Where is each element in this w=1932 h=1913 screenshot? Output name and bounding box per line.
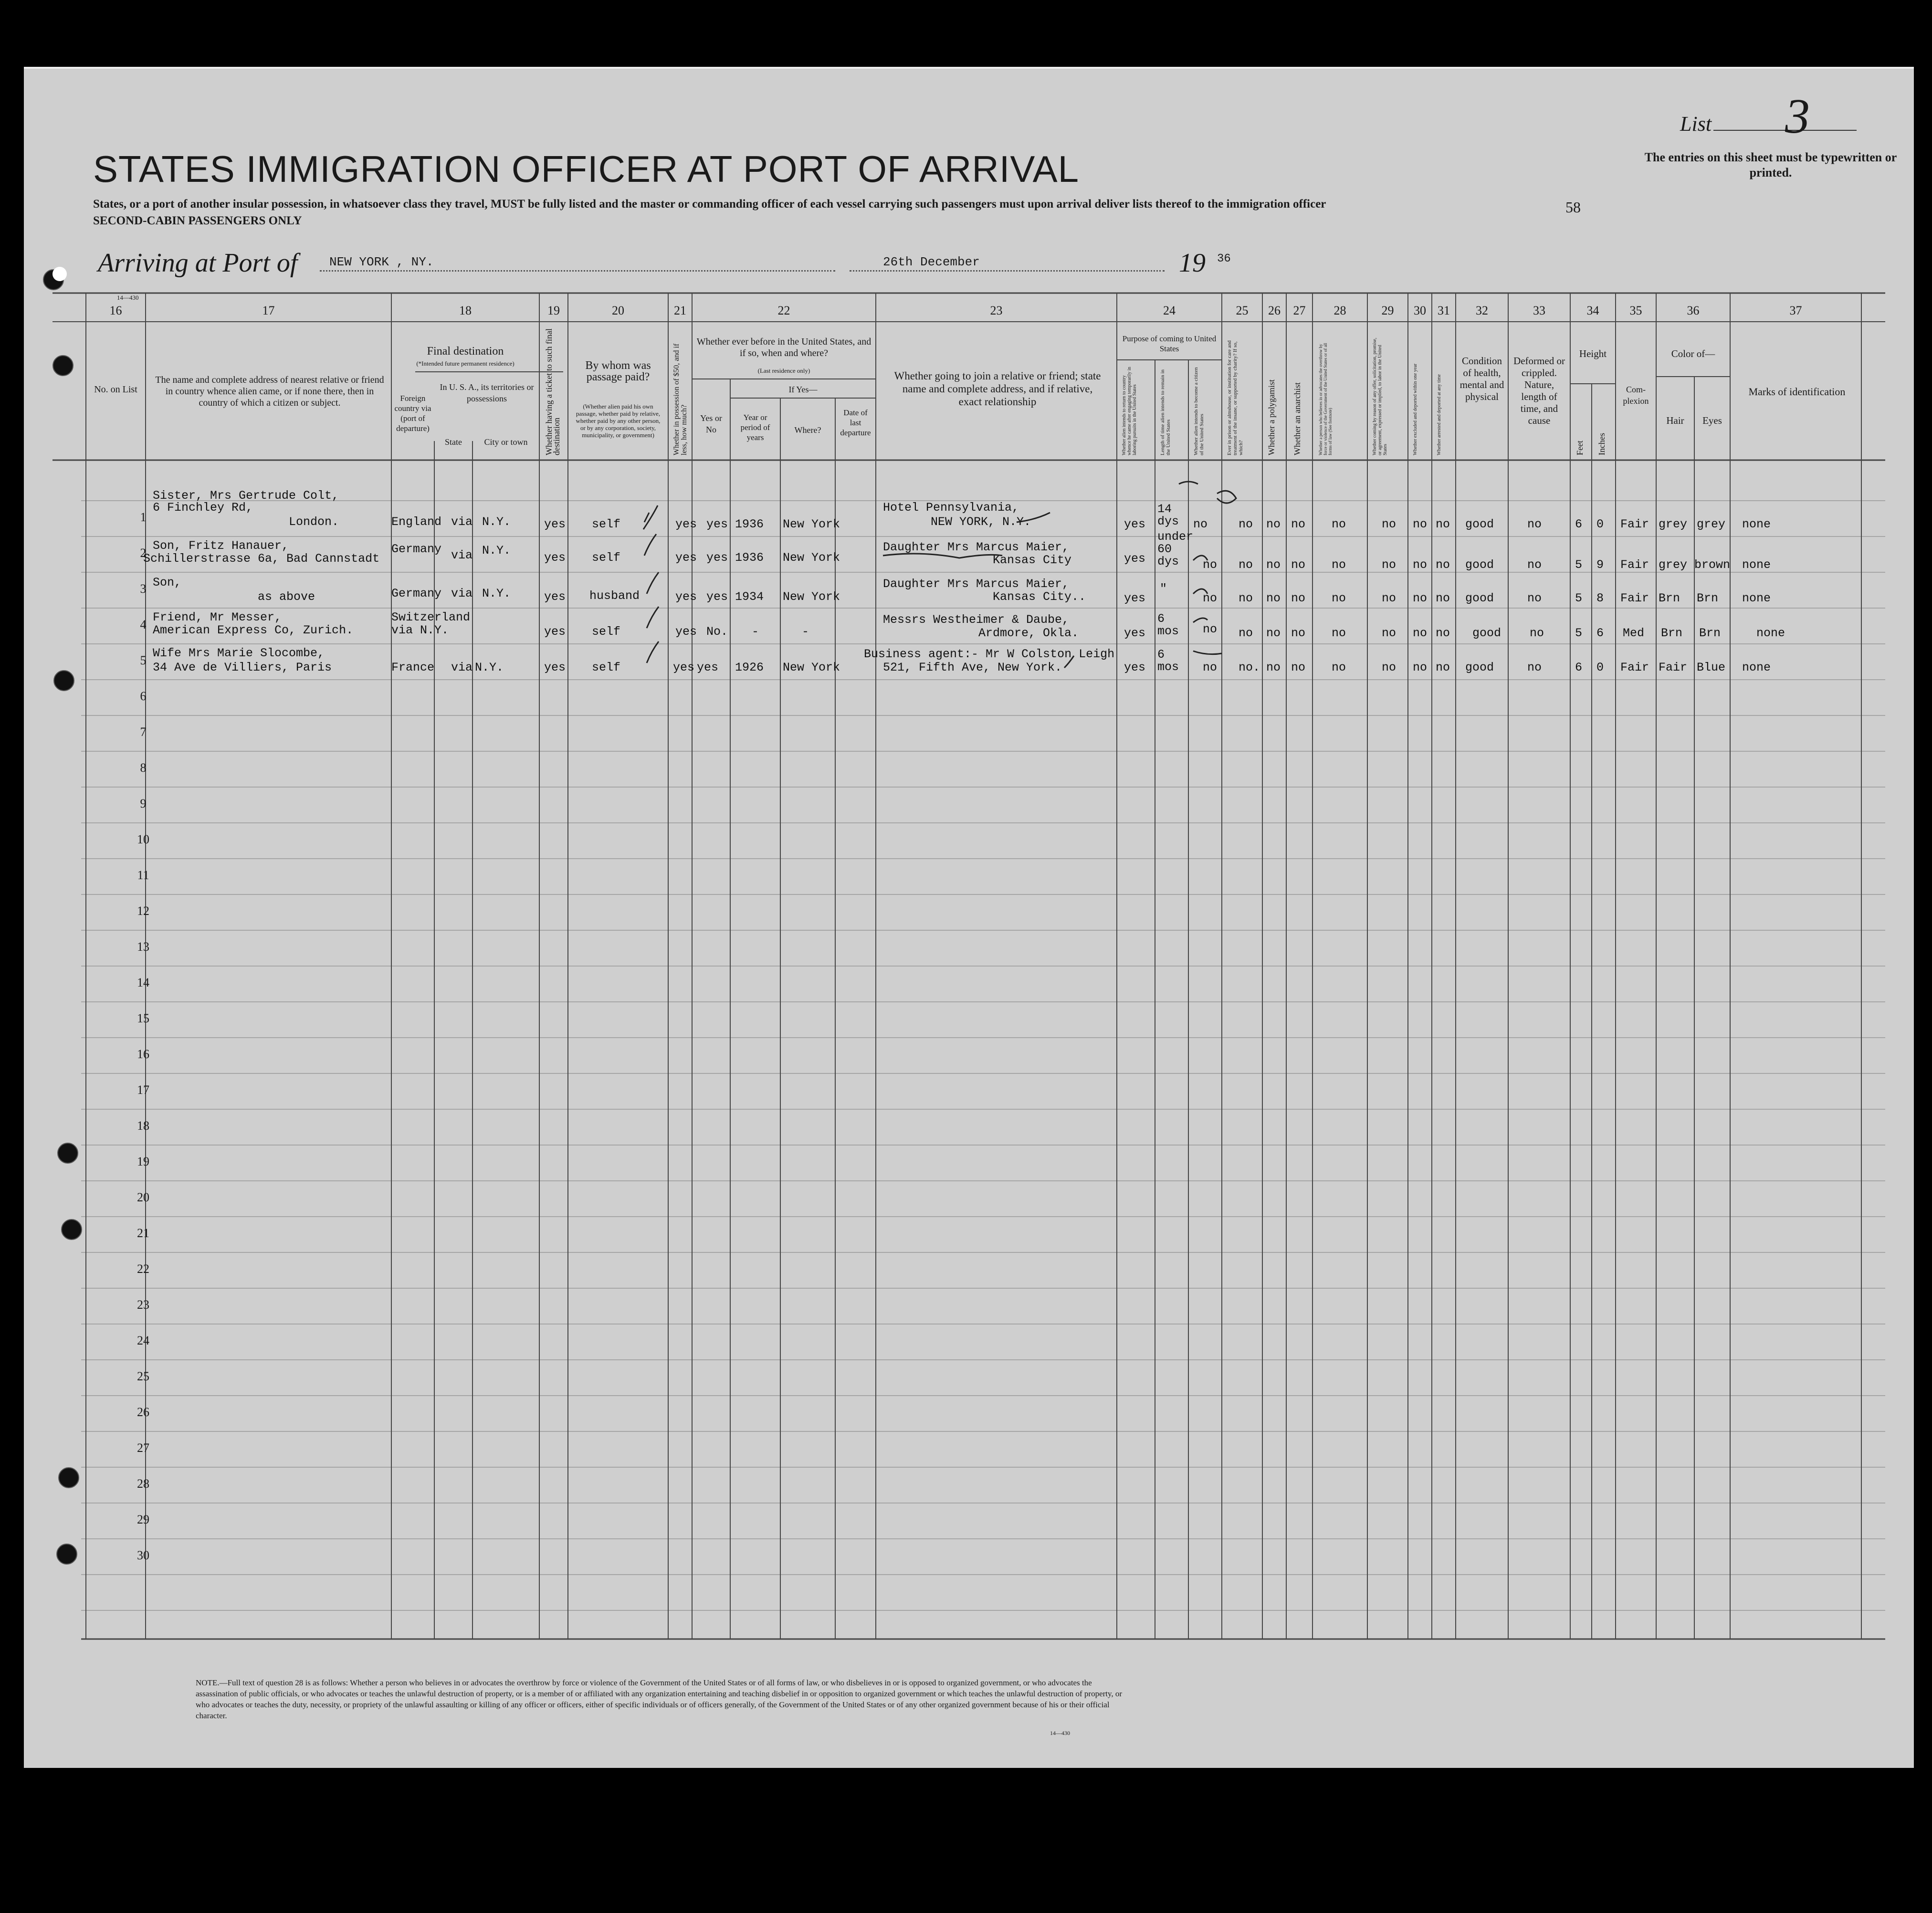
heading-state: State: [445, 437, 462, 447]
return-intent: yes: [1124, 661, 1146, 674]
ticket: yes: [544, 517, 566, 531]
return-intent: yes: [1124, 517, 1146, 531]
row-number: 29: [137, 1513, 149, 1526]
col-35-number: 35: [1629, 304, 1642, 317]
foreign-country: Germany: [391, 587, 442, 600]
paid-by: self: [592, 661, 621, 674]
q30: no: [1413, 626, 1428, 640]
length-of-stay: 6 mos: [1157, 648, 1179, 674]
row-number: 16: [137, 1047, 149, 1061]
ticket: yes: [544, 551, 566, 565]
row-number: 30: [137, 1548, 149, 1562]
polygamist: no: [1266, 661, 1281, 674]
row-number: 9: [140, 797, 147, 810]
heading-by-whom: By whom was passage paid?: [585, 359, 651, 383]
col-18-number: 18: [459, 304, 472, 317]
row-number: 22: [137, 1262, 149, 1276]
height-feet: 6: [1575, 517, 1583, 531]
state: via: [451, 548, 473, 562]
paid-by: self: [592, 551, 621, 565]
height-inches: 0: [1596, 661, 1604, 674]
q31: no: [1436, 626, 1450, 640]
where: New York: [783, 590, 840, 604]
height-inches: 6: [1596, 626, 1604, 640]
row-number: 8: [140, 761, 147, 775]
polygamist: no: [1266, 517, 1281, 531]
row-number: 12: [137, 904, 149, 918]
joining-line-1: Messrs Westheimer & Daube,: [883, 613, 1070, 627]
row-number: 6: [140, 689, 147, 703]
row-number: 24: [137, 1334, 149, 1347]
foreign-country: England: [391, 515, 442, 529]
length-of-stay: under 60 dys: [1157, 530, 1194, 568]
row-number: 14: [137, 976, 149, 989]
foreign-country-line-2: via N.Y.: [391, 623, 449, 637]
height-inches: 8: [1596, 591, 1604, 605]
col-26-number: 26: [1268, 304, 1281, 317]
relative-line-2: Schillerstrasse 6a, Bad Cannstadt: [143, 552, 380, 566]
year-prefix: 19: [1179, 248, 1206, 278]
row-number: 20: [137, 1190, 149, 1204]
height-feet: 5: [1575, 591, 1583, 605]
complexion: Med: [1623, 626, 1645, 640]
heading-27: Whether an anarchist: [1292, 382, 1302, 455]
hair-color: Brn: [1661, 626, 1683, 640]
deformed: no: [1527, 591, 1542, 605]
q31: no: [1436, 558, 1450, 572]
col-34-number: 34: [1586, 304, 1599, 317]
heading-yes-no: Yes or No: [700, 413, 722, 434]
where: New York: [783, 517, 840, 531]
q28: no: [1332, 517, 1346, 531]
relative-line-2: 34 Ave de Villiers, Paris: [153, 661, 332, 674]
complexion: Fair: [1620, 661, 1649, 674]
paid-by: self: [592, 517, 621, 531]
foreign-country: France: [391, 661, 435, 674]
row-number: 28: [137, 1477, 149, 1491]
arriving-label: Arriving at Port of: [98, 248, 298, 278]
relative-line-3: London.: [289, 515, 339, 529]
q30: no: [1413, 558, 1428, 572]
heading-29: Whether coming by reason of any offer, solicitation, promise, or agreement, expressed or implied, to labor in the United States: [1372, 337, 1388, 455]
joining-line-2: Ardmore, Okla.: [978, 626, 1079, 640]
heading-city: City or town: [484, 437, 528, 447]
heading-28: Whether a person who believes in or advocates the overthrow by force or violence of the Government of the United States or of all forms of law (See footnote): [1318, 343, 1333, 455]
where: New York: [783, 661, 840, 674]
joining-line-1: Business agent:- Mr W Colston Leigh: [864, 647, 1115, 661]
heading-by-whom-note: (Whether alien paid his own passage, whether paid by relative, whether paid by any other person, or by any corporation, society, municipality, or government): [576, 403, 661, 439]
city: N.Y.: [482, 587, 511, 600]
heading-deformed: Deformed or crippled. Nature, length of time, and cause: [1513, 355, 1565, 426]
col-17-number: 17: [262, 304, 275, 317]
where: New York: [783, 551, 840, 565]
col-22-number: 22: [777, 304, 790, 317]
sheet-number: 58: [1565, 199, 1581, 216]
eye-color: grey: [1697, 517, 1726, 531]
col-24-number: 24: [1163, 304, 1176, 317]
heading-relative: The name and complete address of nearest relative or friend in country whence alien came, or if none there, then in country of which a citizen or subject.: [155, 375, 384, 408]
joining-line-1: Daughter Mrs Marcus Maier,: [883, 577, 1070, 591]
col-36-number: 36: [1687, 304, 1700, 317]
footnote: NOTE.—Full text of question 28 is as follows: Whether a person who believes in or advocates the overthrow by force or violence of the Government of the United States or of all forms of law, or who disbelieves in or is opposed to organized government, or who advocates the assassination of public officials, or who advocates or teaches the unlawful destruction of property, or is a member of or affiliated with any organization entertaining and teaching disbelief in or opposition to organized government or which teaches the unlawful destruction of property, or who advocates or teaches the duty, necessity, or propriety of the unlawful assaulting or killing of any officer or officers, either of specific individuals or of officers generally, of the Government of the United States or of any other organized government because of his or their official character.: [196, 1678, 1123, 1720]
row-number: 1: [140, 510, 147, 524]
col-28-number: 28: [1334, 304, 1346, 317]
hair-color: grey: [1659, 517, 1688, 531]
heading-date-departure: Date of last departure: [840, 408, 871, 437]
heading-24b: Length of time alien intends to remain in the United States: [1160, 369, 1171, 455]
relative-line-2: American Express Co, Zurich.: [153, 623, 354, 637]
possession: yes: [675, 517, 697, 531]
year: 1936: [735, 551, 764, 565]
possession: yes: [675, 551, 697, 565]
row-number: 13: [137, 940, 149, 954]
possession: yes: [673, 661, 695, 674]
q30: no: [1413, 661, 1428, 674]
ticket: yes: [544, 590, 566, 604]
citizen-intent: no: [1193, 517, 1208, 531]
anarchist: no: [1291, 517, 1306, 531]
page-title: STATES IMMIGRATION OFFICER AT PORT OF ARRIVAL: [93, 148, 1080, 190]
relative-line-1: Wife Mrs Marie Slocombe,: [153, 646, 325, 660]
heading-foreign-country: Foreign country via (port of departure): [394, 394, 431, 433]
q28: no: [1332, 661, 1346, 674]
heading-before-us: Whether ever before in the United States, and if so, when and where?: [696, 336, 872, 358]
year-suffix: 36: [1217, 252, 1231, 265]
health: good: [1465, 517, 1494, 531]
row-number: 5: [140, 653, 147, 667]
row-number: 2: [140, 546, 147, 560]
handwritten-marks: [24, 69, 1914, 1768]
year: 1926: [735, 661, 764, 674]
relative-line-1: Son,: [153, 576, 182, 589]
row-number: 27: [137, 1441, 149, 1455]
q29: no: [1382, 661, 1396, 674]
eye-color: Brn: [1697, 591, 1719, 605]
q29: no: [1382, 558, 1396, 572]
q29: no: [1382, 591, 1396, 605]
state: via: [451, 587, 473, 600]
before-us: yes: [697, 661, 719, 674]
foreign-country: Germany: [391, 542, 442, 556]
prison: no: [1239, 517, 1253, 531]
relative-line-1: Sister, Mrs Gertrude Colt,: [153, 489, 339, 503]
height-feet: 5: [1575, 626, 1583, 640]
q28: no: [1332, 558, 1346, 572]
joining-line-2: NEW YORK, N.Y.: [931, 515, 1031, 529]
anarchist: no: [1291, 661, 1306, 674]
heading-30: Whether excluded and deported within one year: [1413, 363, 1418, 455]
state: via: [451, 661, 473, 674]
heading-26: Whether a polygamist: [1267, 379, 1276, 455]
manifest-sheet: [24, 67, 1914, 1768]
citizen-intent: no: [1203, 622, 1218, 636]
heading-purpose: Purpose of coming to United States: [1122, 334, 1217, 353]
height-inches: 0: [1596, 517, 1604, 531]
q31: no: [1436, 591, 1450, 605]
joining-line-1: Daughter Mrs Marcus Maier,: [883, 540, 1070, 554]
prison: no: [1239, 626, 1253, 640]
q31: no: [1436, 661, 1450, 674]
cabin-class: SECOND-CABIN PASSENGERS ONLY: [93, 214, 302, 227]
anarchist: no: [1291, 591, 1306, 605]
before-us: yes: [706, 517, 728, 531]
citizen-intent: no: [1203, 558, 1218, 572]
anarchist: no: [1291, 558, 1306, 572]
possession: yes: [675, 625, 697, 639]
heading-final-destination: Final destination: [427, 345, 504, 357]
complexion: Fair: [1620, 591, 1649, 605]
heading-marks: Marks of identification: [1748, 386, 1846, 398]
col-16-number: 16: [109, 304, 122, 317]
health: good: [1472, 626, 1502, 640]
heading-31: Whether arrested and deported at any time: [1437, 374, 1442, 455]
marks: none: [1742, 558, 1771, 572]
joining-line-2: 521, Fifth Ave, New York.: [883, 661, 1062, 674]
joining-line-2: Kansas City..: [993, 590, 1086, 604]
relative-line-2: 6 Finchley Rd,: [153, 501, 253, 515]
city: N.Y.: [475, 661, 504, 674]
where: -: [802, 625, 809, 639]
heading-no-on-list: No. on List: [94, 384, 137, 395]
q30: no: [1413, 591, 1428, 605]
q29: no: [1382, 626, 1396, 640]
relative-line-1: Son, Fritz Hanauer,: [153, 539, 289, 553]
deformed: no: [1527, 558, 1542, 572]
hair-color: Fair: [1659, 661, 1688, 674]
heading-in-usa: In U. S. A., its territories or possessions: [440, 382, 534, 403]
state: via: [451, 515, 473, 529]
deformed: no: [1530, 626, 1544, 640]
return-intent: yes: [1124, 591, 1146, 605]
col-21-number: 21: [674, 304, 686, 317]
row-number: 3: [140, 582, 147, 596]
heading-final-destination-note: (*Intended future permanent residence): [416, 360, 514, 367]
heading-color-of: Color of—: [1671, 348, 1715, 359]
list-label: List: [1680, 112, 1712, 136]
heading-24a: Whether alien intends to return to country whence he came after engaging temporarily in laboring pursuits in the United States: [1122, 367, 1137, 455]
row-number: 10: [137, 832, 149, 846]
hair-color: grey: [1659, 558, 1688, 572]
eye-color: brown: [1694, 558, 1731, 572]
marks: none: [1756, 626, 1785, 640]
polygamist: no: [1266, 626, 1281, 640]
health: good: [1465, 558, 1494, 572]
col-23-number: 23: [990, 304, 1003, 317]
return-intent: yes: [1124, 552, 1146, 566]
health: good: [1465, 591, 1494, 605]
row-number: 25: [137, 1369, 149, 1383]
heading-health: Condition of health, mental and physical: [1460, 355, 1504, 402]
q31: no: [1436, 517, 1450, 531]
heading-25: Ever in prison or almshouse, or institution for care and treatment of the insane, or supported by charity? If so, which?: [1227, 340, 1244, 455]
intro-text: States, or a port of another insular possession, in whatsoever class they travel, MUST be fully listed and the master or commanding officer of each vessel carrying such passengers must upon arrival deliver lists thereof to the immigration officer: [93, 198, 1326, 210]
q28: no: [1332, 626, 1346, 640]
marks: none: [1742, 517, 1771, 531]
row-number: 15: [137, 1011, 149, 1025]
heading-joining: Whether going to join a relative or friend; state name and complete address, and if relative, exact relationship: [894, 370, 1101, 408]
height-feet: 6: [1575, 661, 1583, 674]
q28: no: [1332, 591, 1346, 605]
heading-ticket: Whether having a ticket to such final destination: [544, 328, 561, 455]
col-29-number: 29: [1381, 304, 1394, 317]
heading-feet: Feet: [1575, 441, 1585, 455]
eye-color: Blue: [1697, 661, 1726, 674]
q29: no: [1382, 517, 1396, 531]
list-number: 3: [1785, 89, 1810, 144]
length-of-stay: 6 mos: [1157, 612, 1179, 638]
heading-where: Where?: [794, 425, 821, 435]
return-intent: yes: [1124, 626, 1146, 640]
col-27-number: 27: [1293, 304, 1306, 317]
ticket: yes: [544, 661, 566, 674]
footer-code: 14—430: [1050, 1730, 1070, 1736]
typewritten-instruction: The entries on this sheet must be typewritten or printed.: [1644, 150, 1897, 179]
citizen-intent: no: [1203, 661, 1218, 674]
form-code: 14—430: [117, 294, 139, 301]
heading-hair: Hair: [1666, 415, 1684, 426]
row-number: 11: [137, 868, 149, 882]
col-19-number: 19: [547, 304, 560, 317]
col-37-number: 37: [1789, 304, 1802, 317]
complexion: Fair: [1620, 517, 1649, 531]
health: good: [1465, 661, 1494, 674]
joining-line-1: Hotel Pennsylvania,: [883, 501, 1019, 515]
heading-if-yes: If Yes—: [788, 385, 818, 394]
deformed: no: [1527, 517, 1542, 531]
complexion: Fair: [1620, 558, 1649, 572]
row-number: 21: [137, 1226, 149, 1240]
year: 1934: [735, 590, 764, 604]
possession: yes: [675, 590, 697, 604]
foreign-country: Switzerland: [391, 610, 471, 624]
date-value: 26th December: [883, 255, 980, 269]
year: 1936: [735, 517, 764, 531]
col-25-number: 25: [1236, 304, 1249, 317]
anarchist: no: [1291, 626, 1306, 640]
col-30-number: 30: [1414, 304, 1426, 317]
col-31-number: 31: [1438, 304, 1450, 317]
relative-line-1: Friend, Mr Messer,: [153, 610, 282, 624]
length-of-stay: ": [1160, 582, 1167, 596]
row-number: 17: [137, 1083, 149, 1097]
citizen-intent: no: [1203, 591, 1218, 605]
before-us: yes: [706, 551, 728, 565]
heading-last-residence: (Last residence only): [757, 367, 810, 374]
ticket: yes: [544, 625, 566, 639]
hair-color: Brn: [1659, 591, 1680, 605]
prison: no: [1239, 591, 1253, 605]
heading-height: Height: [1579, 348, 1607, 359]
paid-by: self: [592, 625, 621, 639]
row-number: 23: [137, 1298, 149, 1312]
row-number: 26: [137, 1405, 149, 1419]
city: N.Y.: [482, 515, 511, 529]
relative-line-2: as above: [258, 590, 315, 604]
length-of-stay: 14 dys: [1157, 502, 1179, 528]
before-us: No.: [706, 625, 728, 639]
height-feet: 5: [1575, 558, 1583, 572]
col-32-number: 32: [1476, 304, 1488, 317]
row-number: 18: [137, 1119, 149, 1133]
col-20-number: 20: [612, 304, 624, 317]
q30: no: [1413, 517, 1428, 531]
heading-year-period: Year or period of years: [740, 413, 770, 442]
row-number: 19: [137, 1155, 149, 1168]
year: -: [752, 625, 759, 639]
marks: none: [1742, 661, 1771, 674]
deformed: no: [1527, 661, 1542, 674]
heading-possession: Whether in possession of $50, and if less, how much?: [672, 343, 688, 455]
polygamist: no: [1266, 591, 1281, 605]
row-number: 7: [140, 725, 147, 739]
before-us: yes: [706, 590, 728, 604]
city: N.Y.: [482, 544, 511, 557]
row-number: 4: [140, 618, 147, 631]
heading-24c: Whether alien intends to become a citizen of the United States: [1193, 367, 1205, 455]
col-33-number: 33: [1533, 304, 1545, 317]
paid-by: husband: [589, 589, 640, 603]
height-inches: 9: [1596, 558, 1604, 572]
joining-line-2: Kansas City: [993, 553, 1072, 567]
heading-complexion: Com-plexion: [1623, 385, 1649, 406]
prison: no: [1239, 558, 1253, 572]
port-value: NEW YORK , NY.: [329, 255, 434, 269]
heading-eyes: Eyes: [1702, 415, 1722, 426]
marks: none: [1742, 591, 1771, 605]
eye-color: Brn: [1699, 626, 1721, 640]
polygamist: no: [1266, 558, 1281, 572]
heading-inches: Inches: [1597, 433, 1606, 455]
prison: no.: [1239, 661, 1260, 674]
